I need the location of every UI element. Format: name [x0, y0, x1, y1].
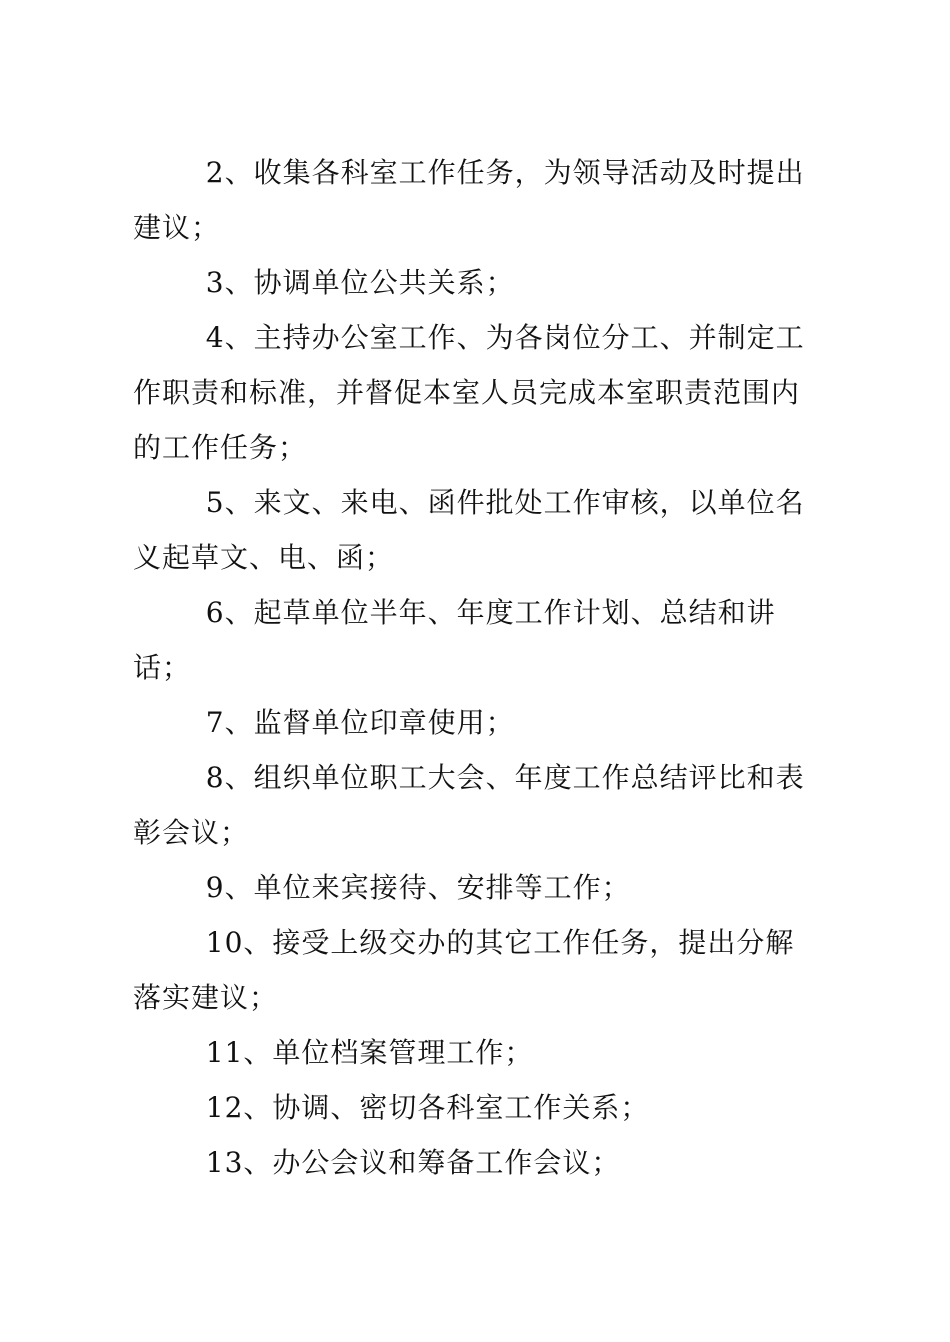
list-item-8: 8、组织单位职工大会、年度工作总结评比和表彰会议； [133, 761, 805, 849]
list-item-5: 5、来文、来电、函件批处工作审核，以单位名义起草文、电、函； [133, 486, 805, 574]
document-body [133, 145, 823, 1190]
list-item-11: 11、单位档案管理工作； [205, 1036, 534, 1069]
list-item-6: 6、起草单位半年、年度工作计划、总结和讲话； [133, 596, 776, 684]
list-item-12: 12、协调、密切各科室工作关系； [205, 1091, 650, 1124]
list-item-3: 3、协调单位公共关系； [205, 266, 515, 299]
list-item-7: 7、监督单位印章使用； [205, 706, 515, 739]
list-item-9: 9、单位来宾接待、安排等工作； [205, 871, 631, 904]
list-item-2: 2、收集各科室工作任务，为领导活动及时提出建议； [133, 156, 805, 244]
list-item-10: 10、接受上级交办的其它工作任务，提出分解落实建议； [133, 926, 795, 1014]
list-item-13: 13、办公会议和筹备工作会议； [205, 1146, 621, 1179]
list-item-4: 4、主持办公室工作、为各岗位分工、并制定工作职责和标准，并督促本室人员完成本室职责范围内的工作任务； [133, 321, 805, 464]
